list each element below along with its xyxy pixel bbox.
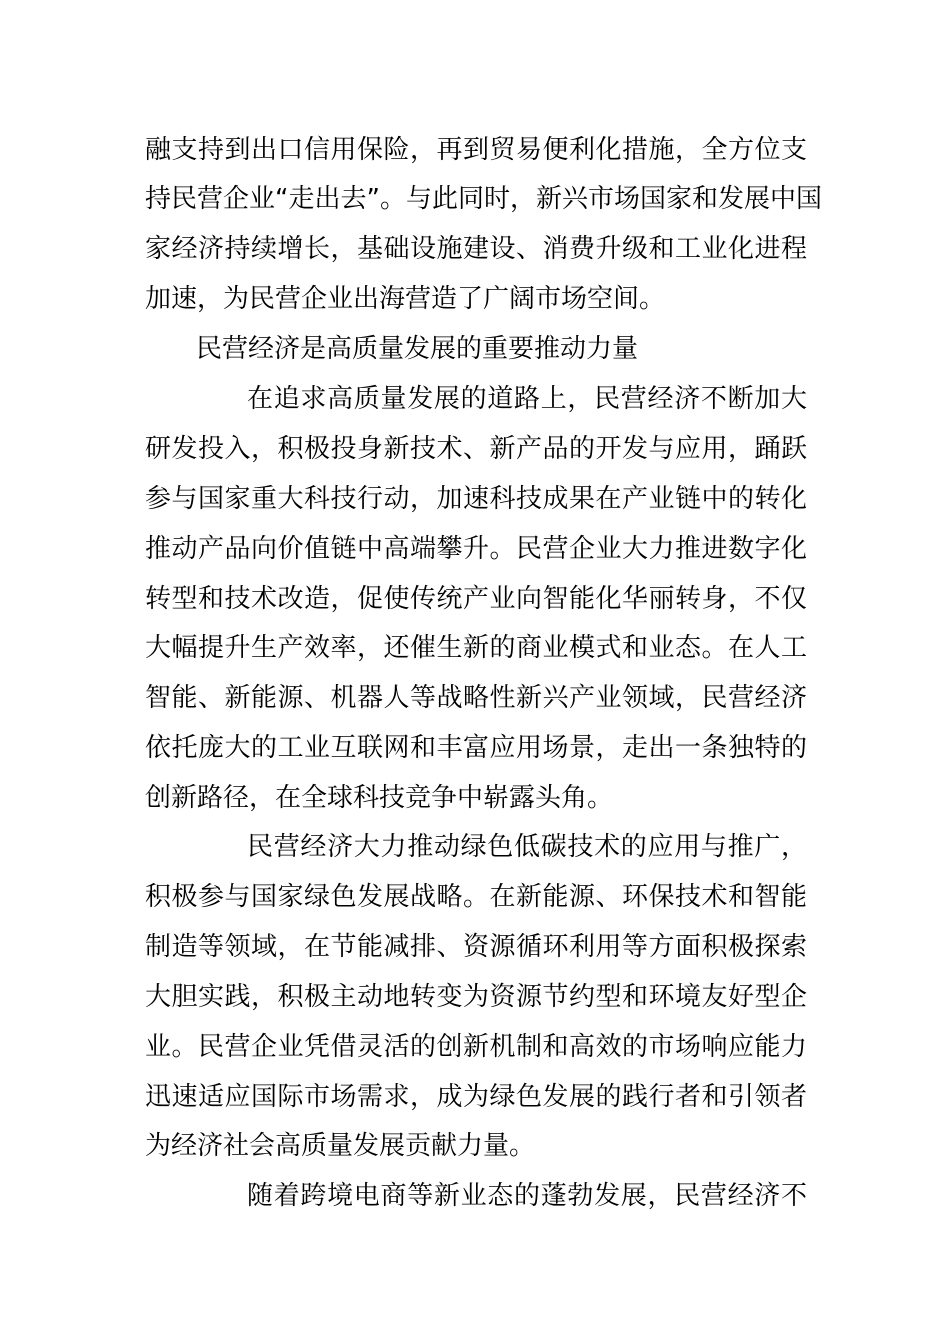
text-line: 智能、新能源、机器人等战略性新兴产业领域，民营经济 bbox=[145, 683, 807, 713]
text-line: 依托庞大的工业互联网和丰富应用场景，走出一条独特的 bbox=[145, 733, 807, 763]
text-line: 参与国家重大科技行动，加速科技成果在产业链中的转化 bbox=[145, 484, 807, 514]
text-line: 业。民营企业凭借灵活的创新机制和高效的市场响应能力 bbox=[145, 1032, 807, 1062]
text-line: 积极参与国家绿色发展战略。在新能源、环保技术和智能 bbox=[145, 882, 807, 912]
text-line: 大幅提升生产效率，还催生新的商业模式和业态。在人工 bbox=[145, 633, 807, 663]
text-line: 制造等领域，在节能减排、资源循环利用等方面积极探索 bbox=[145, 932, 807, 962]
text-line: 持民营企业“走出去”。与此同时，新兴市场国家和发展中国 bbox=[145, 184, 822, 214]
text-line: 迅速适应国际市场需求，成为绿色发展的践行者和引领者 bbox=[145, 1082, 807, 1112]
section-heading: 民营经济是高质量发展的重要推动力量 bbox=[196, 334, 639, 364]
text-line: 创新路径，在全球科技竞争中崭露头角。 bbox=[145, 783, 614, 813]
text-line: 转型和技术改造，促使传统产业向智能化华丽转身，不仅 bbox=[145, 584, 807, 614]
text-line: 为经济社会高质量发展贡献力量。 bbox=[145, 1131, 536, 1161]
text-line: 融支持到出口信用保险，再到贸易便利化措施，全方位支 bbox=[145, 135, 807, 165]
text-line: 推动产品向价值链中高端攀升。民营企业大力推进数字化 bbox=[145, 534, 807, 564]
text-line: 加速，为民营企业出海营造了广阔市场空间。 bbox=[145, 284, 666, 314]
text-line: 大胆实践，积极主动地转变为资源节约型和环境友好型企 bbox=[145, 982, 807, 1012]
text-line: 民营经济大力推动绿色低碳技术的应用与推广， bbox=[247, 832, 807, 862]
text-line: 在追求高质量发展的道路上，民营经济不断加大 bbox=[247, 384, 807, 414]
text-line: 家经济持续增长，基础设施建设、消费升级和工业化进程 bbox=[145, 234, 807, 264]
text-line: 随着跨境电商等新业态的蓬勃发展，民营经济不 bbox=[247, 1181, 807, 1211]
text-line: 研发投入，积极投身新技术、新产品的开发与应用，踊跃 bbox=[145, 434, 807, 464]
